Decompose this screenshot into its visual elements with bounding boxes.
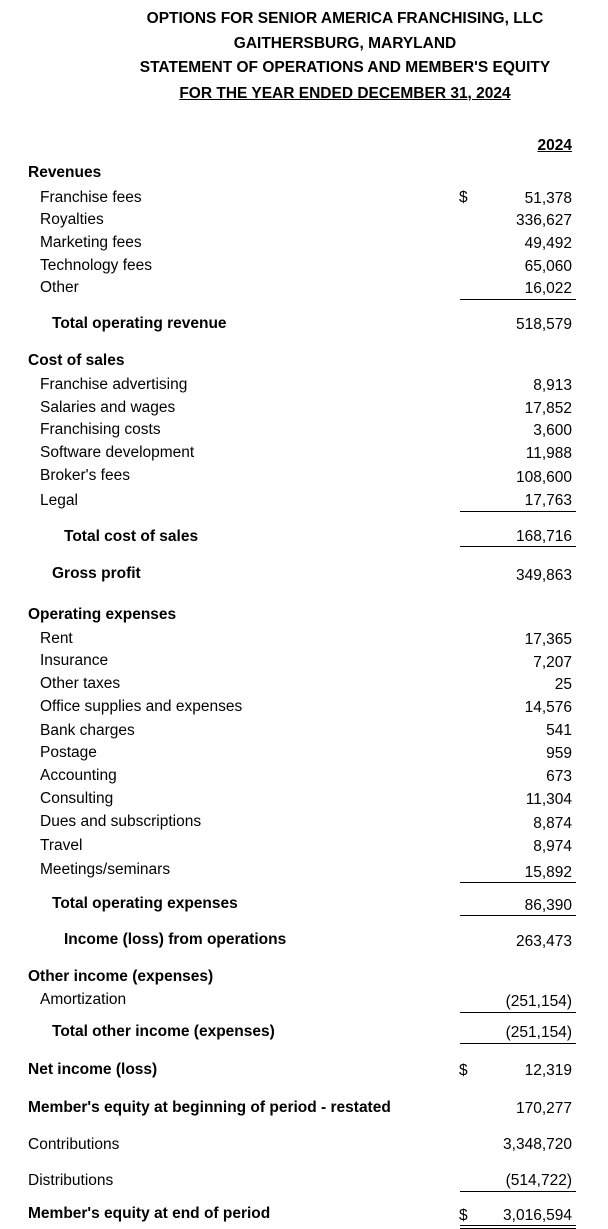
line-item-value: 17,763 [524, 492, 572, 509]
line-item-label: Franchising costs [40, 421, 161, 438]
income-from-operations-value: 263,473 [515, 933, 572, 950]
line-item-label: Travel [40, 837, 83, 854]
company-name: OPTIONS FOR SENIOR AMERICA FRANCHISING, LLC [146, 10, 544, 27]
line-item-label: Franchise fees [40, 189, 142, 206]
line-item-label: Bank charges [40, 722, 135, 739]
equity-end-label: Member's equity at end of period [28, 1205, 271, 1222]
line-item-label: Legal [40, 492, 78, 509]
net-income-value: 12,319 [524, 1062, 572, 1079]
equity-beginning-label: Member's equity at beginning of period - restated [28, 1099, 391, 1116]
line-item-label: Rent [40, 630, 73, 647]
equity-beginning-value: 170,277 [515, 1100, 572, 1117]
total-value: 86,390 [524, 897, 572, 914]
line-item-value: 15,892 [524, 864, 572, 881]
line-item-value: 51,378 [524, 190, 572, 207]
line-item-label: Accounting [40, 767, 117, 784]
operating-expenses-title: Operating expenses [28, 606, 177, 623]
total-label: Total operating expenses [52, 895, 238, 912]
subtotal-rule [460, 1012, 576, 1013]
line-item-value: 17,365 [524, 631, 572, 648]
line-item-value: 49,492 [524, 235, 572, 252]
line-item-label: Software development [40, 444, 195, 461]
line-item-value: 14,576 [524, 699, 572, 716]
line-item-value: 7,207 [533, 654, 572, 671]
subtotal-rule [460, 915, 576, 916]
line-item-label: Postage [40, 744, 97, 761]
line-item-label: Amortization [40, 991, 127, 1008]
line-item-value: 17,852 [524, 400, 572, 417]
cost-of-sales-title: Cost of sales [28, 352, 125, 369]
line-item-value: 336,627 [515, 212, 572, 229]
line-item-value: 3,600 [533, 422, 572, 439]
distributions-value: (514,722) [505, 1172, 572, 1189]
line-item-label: Meetings/seminars [40, 861, 171, 878]
total-label: Total operating revenue [52, 315, 227, 332]
line-item-label: Royalties [40, 211, 104, 228]
period-title: FOR THE YEAR ENDED DECEMBER 31, 2024 [179, 85, 511, 102]
income-from-operations-label: Income (loss) from operations [64, 931, 287, 948]
line-item-value: 25 [554, 676, 572, 693]
line-item-value: 108,600 [515, 469, 572, 486]
line-item-label: Dues and subscriptions [40, 813, 202, 830]
contributions-label: Contributions [28, 1136, 120, 1153]
statement-title: STATEMENT OF OPERATIONS AND MEMBER'S EQUITY [139, 59, 551, 76]
subtotal-rule [460, 299, 576, 300]
subtotal-rule [460, 1191, 576, 1192]
total-value: 518,579 [515, 316, 572, 333]
total-value: 168,716 [515, 528, 572, 545]
other-income-title: Other income (expenses) [28, 968, 214, 985]
line-item-value: 959 [546, 745, 572, 762]
total-value: (251,154) [505, 1024, 572, 1041]
line-item-label: Salaries and wages [40, 399, 176, 416]
line-item-label: Broker's fees [40, 467, 130, 484]
subtotal-rule [460, 882, 576, 883]
gross-profit-label: Gross profit [52, 565, 141, 582]
line-item-value: 541 [546, 722, 572, 739]
subtotal-rule [460, 546, 576, 547]
distributions-label: Distributions [28, 1172, 114, 1189]
line-item-label: Technology fees [40, 257, 153, 274]
line-item-value: 8,874 [533, 815, 572, 832]
currency-symbol: $ [459, 1207, 468, 1224]
net-income-label: Net income (loss) [28, 1061, 158, 1078]
line-item-value: 8,913 [533, 377, 572, 394]
gross-profit-value: 349,863 [515, 567, 572, 584]
line-item-value: 65,060 [524, 258, 572, 275]
line-item-value: 11,304 [525, 791, 572, 808]
total-label: Total cost of sales [64, 528, 199, 545]
subtotal-rule [460, 511, 576, 512]
column-header-year: 2024 [537, 137, 572, 154]
line-item-label: Office supplies and expenses [40, 698, 243, 715]
line-item-value: 11,988 [525, 445, 572, 462]
line-item-label: Insurance [40, 652, 109, 669]
currency-symbol: $ [459, 189, 468, 206]
revenues-title: Revenues [28, 164, 102, 181]
currency-symbol: $ [459, 1062, 468, 1079]
line-item-value: (251,154) [505, 993, 572, 1010]
line-item-label: Marketing fees [40, 234, 142, 251]
total-label: Total other income (expenses) [52, 1023, 275, 1040]
contributions-value: 3,348,720 [503, 1136, 572, 1153]
equity-end-value: 3,016,594 [503, 1207, 572, 1224]
subtotal-rule [460, 1043, 576, 1044]
total-double-rule [460, 1225, 576, 1226]
line-item-label: Franchise advertising [40, 376, 188, 393]
line-item-value: 673 [546, 768, 572, 785]
line-item-value: 8,974 [533, 838, 572, 855]
line-item-value: 16,022 [524, 280, 572, 297]
line-item-label: Consulting [40, 790, 114, 807]
line-item-label: Other [40, 279, 79, 296]
line-item-label: Other taxes [40, 675, 121, 692]
location: GAITHERSBURG, MARYLAND [233, 35, 457, 52]
